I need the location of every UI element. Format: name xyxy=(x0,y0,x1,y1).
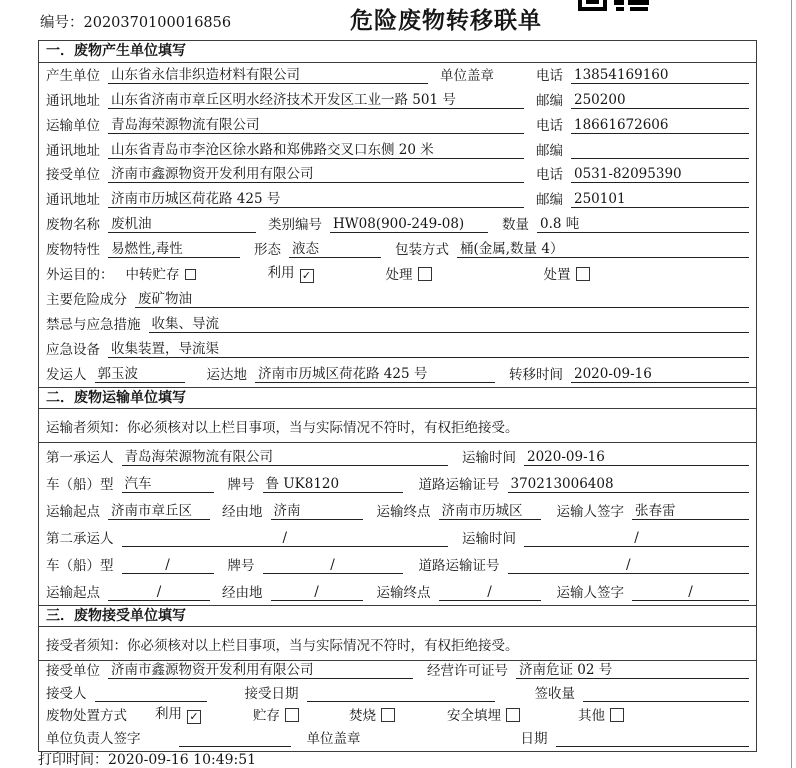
checkbox-option-storage xyxy=(126,263,196,283)
license-value: 济南危证 02 号 xyxy=(516,658,749,679)
measures-label: 禁忌与应急措施 xyxy=(46,316,141,333)
equipment-value: 收集装置，导流渠 xyxy=(108,337,749,358)
vehicle-type-label: 车（船）型 xyxy=(46,476,114,493)
receiver-person-label: 接受人 xyxy=(46,685,87,702)
zip-label: 邮编 xyxy=(536,92,563,109)
phone-label: 电话 xyxy=(536,67,563,84)
row-transporter xyxy=(39,113,756,138)
row-emergency-equipment xyxy=(39,337,756,362)
row-hazard-component xyxy=(39,287,756,312)
serial-label: 编号： xyxy=(40,15,84,31)
responsible-sign-label: 单位负责人签字 xyxy=(46,730,141,747)
row-transfer-purpose xyxy=(39,262,756,287)
waste-name-value: 废机油 xyxy=(108,212,256,233)
checkbox-label: 利用 xyxy=(155,706,182,723)
destination-label: 运达地 xyxy=(206,366,247,383)
received-amount-label: 签收量 xyxy=(534,685,575,702)
checkbox-option-dispose xyxy=(544,263,590,283)
receiving-unit-label: 接受单位 xyxy=(46,663,100,680)
zip-label: 邮编 xyxy=(536,192,563,209)
receive-date-label: 接受日期 xyxy=(244,685,299,702)
plate-value: / xyxy=(263,557,403,574)
category-label: 类别编号 xyxy=(268,217,322,234)
row-producer xyxy=(39,63,756,88)
producer-value: 山东省永信非织造材料有限公司 xyxy=(108,63,428,84)
row-vehicle-1 xyxy=(39,470,756,497)
address-label: 通讯地址 xyxy=(46,92,100,109)
second-carrier-value: / xyxy=(122,530,449,547)
document-header xyxy=(0,0,796,40)
road-permit-label: 道路运输证号 xyxy=(418,476,500,493)
checkbox-option-reuse xyxy=(268,261,314,283)
via-label: 经由地 xyxy=(222,503,263,520)
checkbox-icon xyxy=(381,708,395,722)
checkbox-icon xyxy=(418,267,432,281)
address-value: 山东省济南市章丘区明水经济技术开发区工业一路 501 号 xyxy=(108,88,524,109)
checkbox-icon xyxy=(185,269,196,280)
checkbox-option-other xyxy=(578,704,624,724)
vehicle-type-value: / xyxy=(122,557,214,574)
section-receiver xyxy=(39,605,756,751)
checkbox-icon xyxy=(285,708,299,722)
form-label: 形态 xyxy=(254,242,281,259)
vehicle-type-label: 车（船）型 xyxy=(46,557,114,574)
manifest-form-table xyxy=(38,40,757,752)
checkbox-checked-icon: ✓ xyxy=(300,269,314,283)
zip-value xyxy=(571,158,749,159)
receiver-label: 接受单位 xyxy=(46,167,100,184)
transport-time-label: 运输时间 xyxy=(462,449,516,466)
transporter-value: 青岛海荣源物流有限公司 xyxy=(108,113,524,134)
row-transporter-address xyxy=(39,138,756,163)
checkbox-option-incinerate xyxy=(349,704,395,724)
first-carrier-value: 青岛海荣源物流有限公司 xyxy=(122,445,449,466)
character-label: 废物特性 xyxy=(46,242,100,259)
checkbox-label: 处置 xyxy=(543,267,571,284)
section1-header: 一．废物产生单位填写 xyxy=(39,41,756,63)
via-label: 经由地 xyxy=(222,584,263,601)
row-waste-name xyxy=(39,212,756,237)
carrier-sign-value: 张春雷 xyxy=(632,499,749,520)
road-permit-value: / xyxy=(508,557,750,574)
plate-label: 牌号 xyxy=(227,557,255,574)
equipment-label: 应急设备 xyxy=(46,341,100,358)
carrier-sign-label: 运输人签字 xyxy=(556,503,624,520)
checkbox-option-treat xyxy=(386,263,432,283)
checkbox-option-landfill xyxy=(447,704,520,724)
purpose-label: 外运目的： xyxy=(46,267,114,284)
carrier-sign-value: / xyxy=(632,584,749,601)
checkbox-checked-icon: ✓ xyxy=(187,710,201,724)
row-route-1 xyxy=(39,497,756,524)
section2-header: 二．废物运输单位填写 xyxy=(39,387,756,409)
transport-time-value: 2020-09-16 xyxy=(524,449,749,466)
print-time-label: 打印时间： xyxy=(38,752,108,768)
address-value: 山东省青岛市李沧区徐水路和郑佛路交叉口东侧 20 米 xyxy=(108,138,524,159)
terminus-value: 济南市历城区 xyxy=(439,499,541,520)
receiving-unit-value: 济南市鑫源物资开发利用有限公司 xyxy=(108,658,413,679)
plate-label: 牌号 xyxy=(227,476,255,493)
serial-value: 2020370100016856 xyxy=(83,15,232,31)
phone-value: 18661672606 xyxy=(571,117,749,134)
page-edge-divider xyxy=(791,0,793,768)
zip-value: 250101 xyxy=(571,191,749,208)
packing-value: 桶(金属,数量 4） xyxy=(457,237,749,258)
transporter-notice: 运输者须知：你必须核对以上栏目事项，当与实际情况不符时，有权拒绝接受。 xyxy=(39,409,756,443)
row-second-carrier xyxy=(39,524,756,551)
transport-time-label: 运输时间 xyxy=(462,530,516,547)
date-value xyxy=(556,746,750,747)
checkbox-icon xyxy=(610,708,624,722)
character-value: 易燃性,毒性 xyxy=(108,237,240,258)
plate-value: 鲁 UK8120 xyxy=(263,472,403,493)
phone-label: 电话 xyxy=(536,117,563,134)
page-title: 危险废物转移联单 xyxy=(350,8,542,34)
print-time-value: 2020-09-16 10:49:51 xyxy=(108,752,257,768)
row-shipper xyxy=(39,362,756,387)
quantity-value: 0.8 吨 xyxy=(537,212,749,233)
license-label: 经营许可证号 xyxy=(427,663,508,680)
checkbox-label: 其他 xyxy=(578,708,605,725)
second-carrier-label: 第二承运人 xyxy=(46,530,114,547)
unit-seal-label: 单位盖章 xyxy=(306,730,361,747)
checkbox-label: 利用 xyxy=(267,265,295,282)
road-permit-label: 道路运输证号 xyxy=(418,557,500,574)
unit-seal-label: 单位盖章 xyxy=(440,67,494,84)
transporter-label: 运输单位 xyxy=(46,117,100,134)
checkbox-label: 焚烧 xyxy=(349,708,376,725)
row-disposal-method xyxy=(39,706,756,729)
terminus-value: / xyxy=(439,584,541,601)
section-transporter xyxy=(39,387,756,605)
row-receiving-unit xyxy=(39,661,756,684)
quantity-label: 数量 xyxy=(502,217,529,234)
received-amount-value xyxy=(583,701,749,702)
address-label: 通讯地址 xyxy=(46,142,100,159)
checkbox-icon xyxy=(576,267,590,281)
date-label: 日期 xyxy=(520,730,548,747)
transfer-date-value: 2020-09-16 xyxy=(571,366,749,383)
waste-name-label: 废物名称 xyxy=(46,217,100,234)
first-carrier-label: 第一承运人 xyxy=(46,449,114,466)
origin-value: 济南市章丘区 xyxy=(108,499,210,520)
row-emergency-measures xyxy=(39,312,756,337)
checkbox-label: 安全填埋 xyxy=(447,708,501,725)
origin-value: / xyxy=(108,584,210,601)
hazard-label: 主要危险成分 xyxy=(46,291,127,308)
print-time xyxy=(38,749,256,768)
category-value: HW08(900-249-08) xyxy=(330,216,488,233)
zip-label: 邮编 xyxy=(536,142,563,159)
checkbox-label: 处理 xyxy=(385,267,413,284)
receive-date-value xyxy=(307,701,495,702)
section3-header: 三．废物接受单位填写 xyxy=(39,605,756,627)
form-value: 液态 xyxy=(289,237,381,258)
destination-value: 济南市历城区荷花路 425 号 xyxy=(255,362,495,383)
row-responsible-signature xyxy=(39,728,756,751)
address-label: 通讯地址 xyxy=(46,192,100,209)
checkbox-option-reuse xyxy=(155,702,201,724)
producer-label: 产生单位 xyxy=(46,67,100,84)
phone-label: 电话 xyxy=(536,167,563,184)
checkbox-label: 贮存 xyxy=(253,708,280,725)
terminus-label: 运输终点 xyxy=(376,584,431,601)
road-permit-value: 370213006408 xyxy=(508,476,750,493)
checkbox-icon xyxy=(506,708,520,722)
origin-label: 运输起点 xyxy=(46,503,100,520)
measures-value: 收集、导流 xyxy=(149,312,750,333)
disposal-method-label: 废物处置方式 xyxy=(46,708,127,725)
qr-code-partial-icon xyxy=(578,0,650,11)
section-generator xyxy=(39,41,756,387)
checkbox-label: 中转贮存 xyxy=(125,267,180,284)
responsible-sign-value xyxy=(179,746,291,747)
carrier-sign-label: 运输人签字 xyxy=(556,584,624,601)
zip-value: 250200 xyxy=(571,92,749,109)
terminus-label: 运输终点 xyxy=(376,503,431,520)
transfer-date-label: 转移时间 xyxy=(509,366,563,383)
shipper-label: 发运人 xyxy=(46,366,87,383)
shipper-value: 郭玉波 xyxy=(95,362,185,383)
phone-value: 0531-82095390 xyxy=(571,166,749,183)
checkbox-option-storage xyxy=(253,704,299,724)
receiver-notice: 接受者须知：你必须核对以上栏目事项，当与实际情况不符时，有权拒绝接受。 xyxy=(39,627,756,661)
hazard-value: 废矿物油 xyxy=(135,287,749,308)
row-receiver-address xyxy=(39,187,756,212)
row-receiver xyxy=(39,163,756,188)
row-vehicle-2 xyxy=(39,551,756,578)
row-waste-character xyxy=(39,237,756,262)
phone-value: 13854169160 xyxy=(571,67,749,84)
row-receiver-person xyxy=(39,683,756,706)
address-value: 济南市历城区荷花路 425 号 xyxy=(108,187,524,208)
row-route-2 xyxy=(39,578,756,605)
transport-time-value: / xyxy=(524,530,749,547)
origin-label: 运输起点 xyxy=(46,584,100,601)
via-value: / xyxy=(271,584,363,601)
via-value: 济南 xyxy=(271,499,363,520)
vehicle-type-value: 汽车 xyxy=(122,472,214,493)
receiver-value: 济南市鑫源物资开发利用有限公司 xyxy=(108,162,524,183)
row-first-carrier xyxy=(39,443,756,470)
packing-label: 包装方式 xyxy=(395,242,449,259)
row-producer-address xyxy=(39,88,756,113)
